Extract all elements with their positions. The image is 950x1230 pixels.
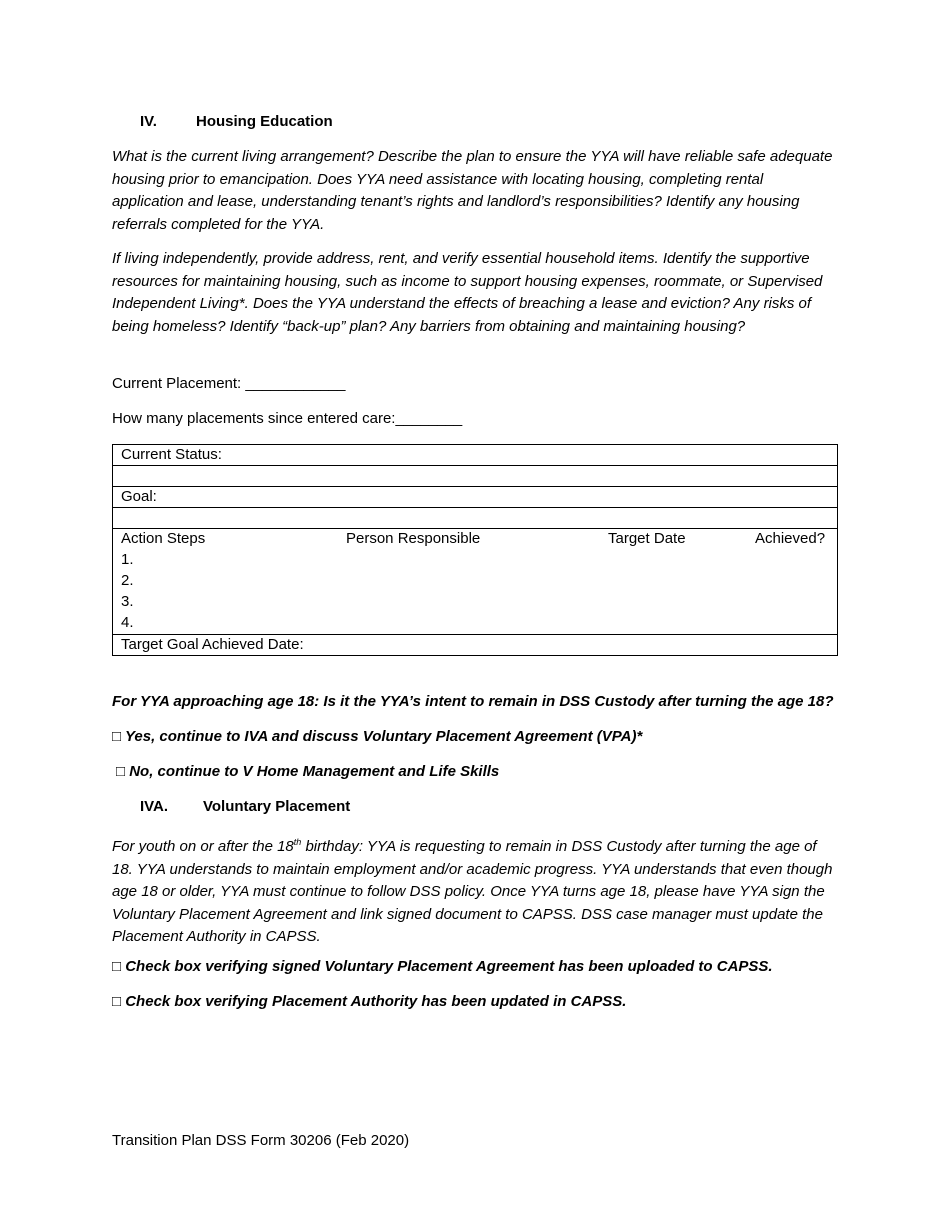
yes-continue-checkbox[interactable]: □ Yes, continue to IVA and discuss Voluntary Placement Agreement (VPA)*	[112, 728, 643, 745]
voluntary-placement-paragraph	[112, 831, 838, 949]
action-steps-cell	[113, 529, 838, 635]
vpa-uploaded-checkbox[interactable]: □ Check box verifying signed Voluntary Placement Agreement has been uploaded to CAPSS.	[112, 958, 773, 975]
section-iv-title: Housing Education	[196, 113, 333, 130]
placements-count-field[interactable]: How many placements since entered care:________	[112, 410, 463, 427]
no-continue-checkbox[interactable]: □ No, continue to V Home Management and Life Skills	[116, 763, 500, 780]
step-row[interactable]: 4.	[121, 614, 134, 631]
section-iv-heading	[140, 113, 333, 130]
current-status-entry[interactable]	[113, 466, 838, 487]
current-status-label: Current Status:	[113, 445, 838, 466]
iva-text-superscript: th	[293, 837, 302, 847]
section-iva-heading	[140, 798, 350, 815]
col-action-steps: Action Steps	[121, 530, 206, 547]
iva-text-start: For youth on or after the 18	[112, 838, 294, 855]
step-row[interactable]: 2.	[121, 572, 134, 589]
step-row[interactable]: 1.	[121, 551, 134, 568]
current-placement-field[interactable]: Current Placement: ____________	[112, 375, 346, 392]
age18-question: For YYA approaching age 18: Is it the YYA’s intent to remain in DSS Custody after turning the age 18?	[112, 693, 834, 710]
housing-paragraph-1: What is the current living arrangement? Describe the plan to ensure the YYA will have reliable safe adequate housing prior to emancipation. Does YYA need assistance with locating housing, completing rental application and lease, understanding tenant’s rights and landlord’s responsibilities? Identify any housing referrals completed for the YYA.	[112, 148, 833, 233]
col-target-date: Target Date	[608, 530, 686, 547]
step-row[interactable]: 3.	[121, 593, 134, 610]
action-steps-header	[121, 529, 829, 549]
goal-label: Goal:	[113, 487, 838, 508]
goal-entry[interactable]	[113, 508, 838, 529]
target-goal-achieved-date[interactable]: Target Goal Achieved Date:	[113, 635, 838, 656]
status-table	[112, 444, 838, 656]
form-footer: Transition Plan DSS Form 30206 (Feb 2020)	[112, 1132, 410, 1149]
section-iva-numeral: IVA.	[140, 798, 169, 815]
iva-text-rest: birthday: YYA is requesting to remain in DSS Custody after turning the age of 18. YYA understands to maintain employment and/or academic progress. YYA understands that even though age 18 or older, YYA must continue to follow DSS policy. Once YYA turns age 18, please have YYA sign the Voluntary Placement Agreement and link signed document to CAPSS. DSS case manager must update the Placement Authority in CAPSS.	[112, 838, 833, 946]
col-person-responsible: Person Responsible	[346, 530, 481, 547]
section-iv-numeral: IV.	[140, 113, 157, 130]
placement-authority-checkbox[interactable]: □ Check box verifying Placement Authority has been updated in CAPSS.	[112, 993, 627, 1010]
col-achieved: Achieved?	[755, 530, 826, 547]
housing-paragraph-2: If living independently, provide address, rent, and verify essential household items. Identify the supportive resources for maintaining housing, such as income to support housing expenses, roommate, or Supervised Independent Living*. Does the YYA understand the effects of breaching a lease and eviction? Any risks of being homeless? Identify “back-up” plan? Any barriers from obtaining and maintaining housing?	[112, 250, 823, 335]
section-iva-title: Voluntary Placement	[203, 798, 351, 815]
